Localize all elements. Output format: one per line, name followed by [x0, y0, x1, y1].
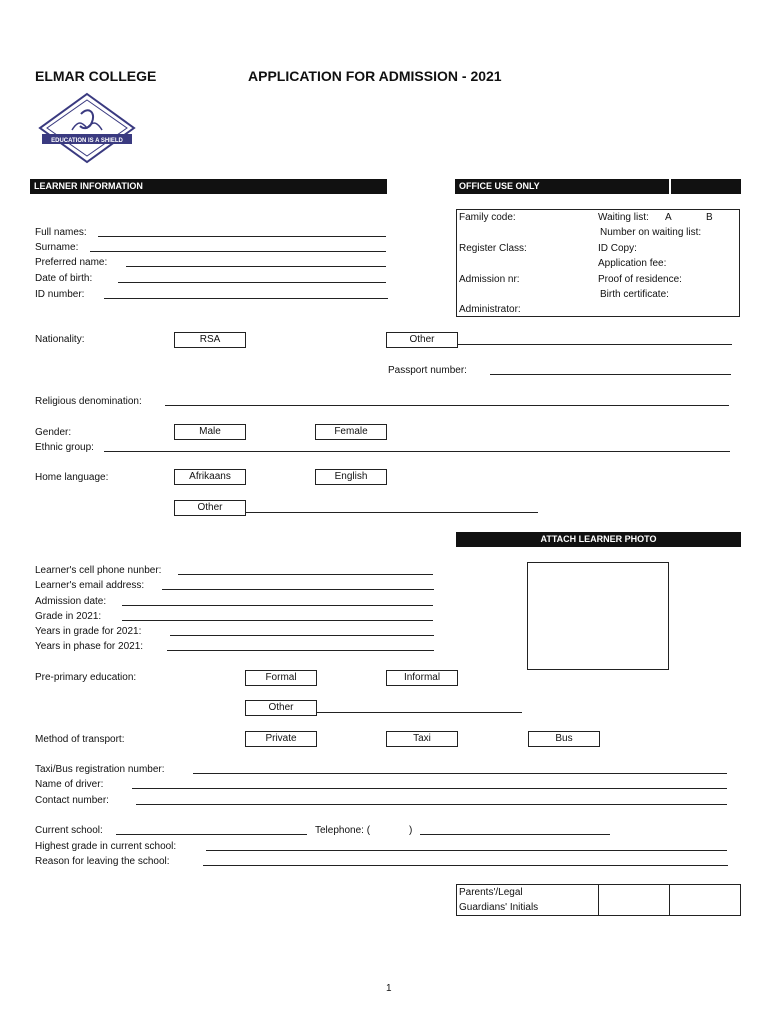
ethnic-group-line[interactable]: [104, 451, 730, 452]
current-school-line[interactable]: [116, 834, 307, 835]
preprimary-other-option[interactable]: Other: [245, 700, 317, 716]
highest-grade-line[interactable]: [206, 850, 727, 851]
ethnic-group-label: Ethnic group:: [35, 442, 94, 453]
attach-photo-header: ATTACH LEARNER PHOTO: [456, 532, 741, 547]
years-grade-label: Years in grade for 2021:: [35, 626, 142, 637]
preprimary-informal-option[interactable]: Informal: [386, 670, 458, 686]
home-language-label: Home language:: [35, 472, 109, 483]
preferred-name-label: Preferred name:: [35, 257, 108, 268]
transport-bus-option[interactable]: Bus: [528, 731, 600, 747]
waiting-list-label: Waiting list:: [598, 212, 649, 223]
transport-private-option[interactable]: Private: [245, 731, 317, 747]
full-names-label: Full names:: [35, 227, 87, 238]
cell-line[interactable]: [178, 574, 433, 575]
nationality-rsa-option[interactable]: RSA: [174, 332, 246, 348]
administrator-label: Administrator:: [459, 304, 521, 315]
nationality-other-line[interactable]: [458, 344, 732, 345]
initials-cell-2[interactable]: [671, 885, 739, 915]
driver-line[interactable]: [132, 788, 727, 789]
passport-label: Passport number:: [388, 365, 467, 376]
dob-label: Date of birth:: [35, 273, 93, 284]
birth-cert-label: Birth certificate:: [600, 289, 669, 300]
language-english-option[interactable]: English: [315, 469, 387, 485]
religion-line[interactable]: [165, 405, 729, 406]
driver-label: Name of driver:: [35, 779, 104, 790]
initials-cell-1[interactable]: [600, 885, 668, 915]
years-phase-label: Years in phase for 2021:: [35, 641, 144, 652]
transport-contact-label: Contact number:: [35, 795, 109, 806]
college-logo: [36, 92, 138, 164]
language-other-line[interactable]: [246, 512, 538, 513]
transport-label: Method of transport:: [35, 734, 125, 745]
gender-label: Gender:: [35, 427, 72, 438]
full-names-line[interactable]: [98, 236, 386, 237]
office-use-header: OFFICE USE ONLY: [455, 179, 741, 194]
admission-date-line[interactable]: [122, 605, 433, 606]
transport-contact-line[interactable]: [136, 804, 727, 805]
number-waiting-label: Number on waiting list:: [600, 227, 702, 238]
gender-female-option[interactable]: Female: [315, 424, 387, 440]
email-label: Learner's email address:: [35, 580, 145, 591]
learner-info-header: LEARNER INFORMATION: [30, 179, 387, 194]
highest-grade-label: Highest grade in current school:: [35, 841, 177, 852]
gender-male-option[interactable]: Male: [174, 424, 246, 440]
id-number-line[interactable]: [104, 298, 388, 299]
preprimary-formal-option[interactable]: Formal: [245, 670, 317, 686]
nationality-label: Nationality:: [35, 334, 85, 345]
id-number-label: ID number:: [35, 289, 85, 300]
application-fee-label: Application fee:: [598, 258, 667, 269]
logo-motto: EDUCATION IS A SHIELD: [51, 138, 123, 144]
email-line[interactable]: [162, 589, 434, 590]
grade-line[interactable]: [122, 620, 433, 621]
years-grade-line[interactable]: [170, 635, 434, 636]
register-class-label: Register Class:: [459, 243, 527, 254]
preprimary-label: Pre-primary education:: [35, 672, 137, 683]
religion-label: Religious denomination:: [35, 396, 142, 407]
admission-date-label: Admission date:: [35, 596, 107, 607]
current-school-label: Current school:: [35, 825, 103, 836]
cell-label: Learner's cell phone nunber:: [35, 565, 162, 576]
reason-line[interactable]: [203, 865, 728, 866]
college-name: ELMAR COLLEGE: [35, 68, 157, 84]
telephone-line[interactable]: [420, 834, 610, 835]
id-copy-label: ID Copy:: [598, 243, 637, 254]
registration-label: Taxi/Bus registration number:: [35, 764, 165, 775]
surname-label: Surname:: [35, 242, 79, 253]
preprimary-other-line[interactable]: [317, 712, 522, 713]
initials-label-line1: Parents'/Legal: [459, 887, 523, 898]
initials-divider-2: [669, 884, 670, 916]
grade-label: Grade in 2021:: [35, 611, 102, 622]
preferred-name-line[interactable]: [126, 266, 386, 267]
reason-label: Reason for leaving the school:: [35, 856, 170, 867]
language-other-option[interactable]: Other: [174, 500, 246, 516]
waiting-list-b: B: [706, 212, 713, 223]
years-phase-line[interactable]: [167, 650, 434, 651]
family-code-label: Family code:: [459, 212, 516, 223]
transport-taxi-option[interactable]: Taxi: [386, 731, 458, 747]
photo-box[interactable]: [527, 562, 669, 670]
page-number: 1: [386, 983, 392, 994]
language-afrikaans-option[interactable]: Afrikaans: [174, 469, 246, 485]
proof-residence-label: Proof of residence:: [598, 274, 682, 285]
nationality-other-option[interactable]: Other: [386, 332, 458, 348]
surname-line[interactable]: [90, 251, 386, 252]
waiting-list-a: A: [665, 212, 672, 223]
initials-divider-1: [598, 884, 599, 916]
dob-line[interactable]: [118, 282, 386, 283]
telephone-label: Telephone: (: [315, 825, 371, 836]
admission-nr-label: Admission nr:: [459, 274, 520, 285]
passport-line[interactable]: [490, 374, 731, 375]
telephone-close-paren: ): [409, 825, 413, 836]
form-title: APPLICATION FOR ADMISSION - 2021: [248, 68, 502, 84]
initials-label-line2: Guardians' Initials: [459, 902, 539, 913]
office-header-divider: [669, 179, 671, 194]
registration-line[interactable]: [193, 773, 727, 774]
